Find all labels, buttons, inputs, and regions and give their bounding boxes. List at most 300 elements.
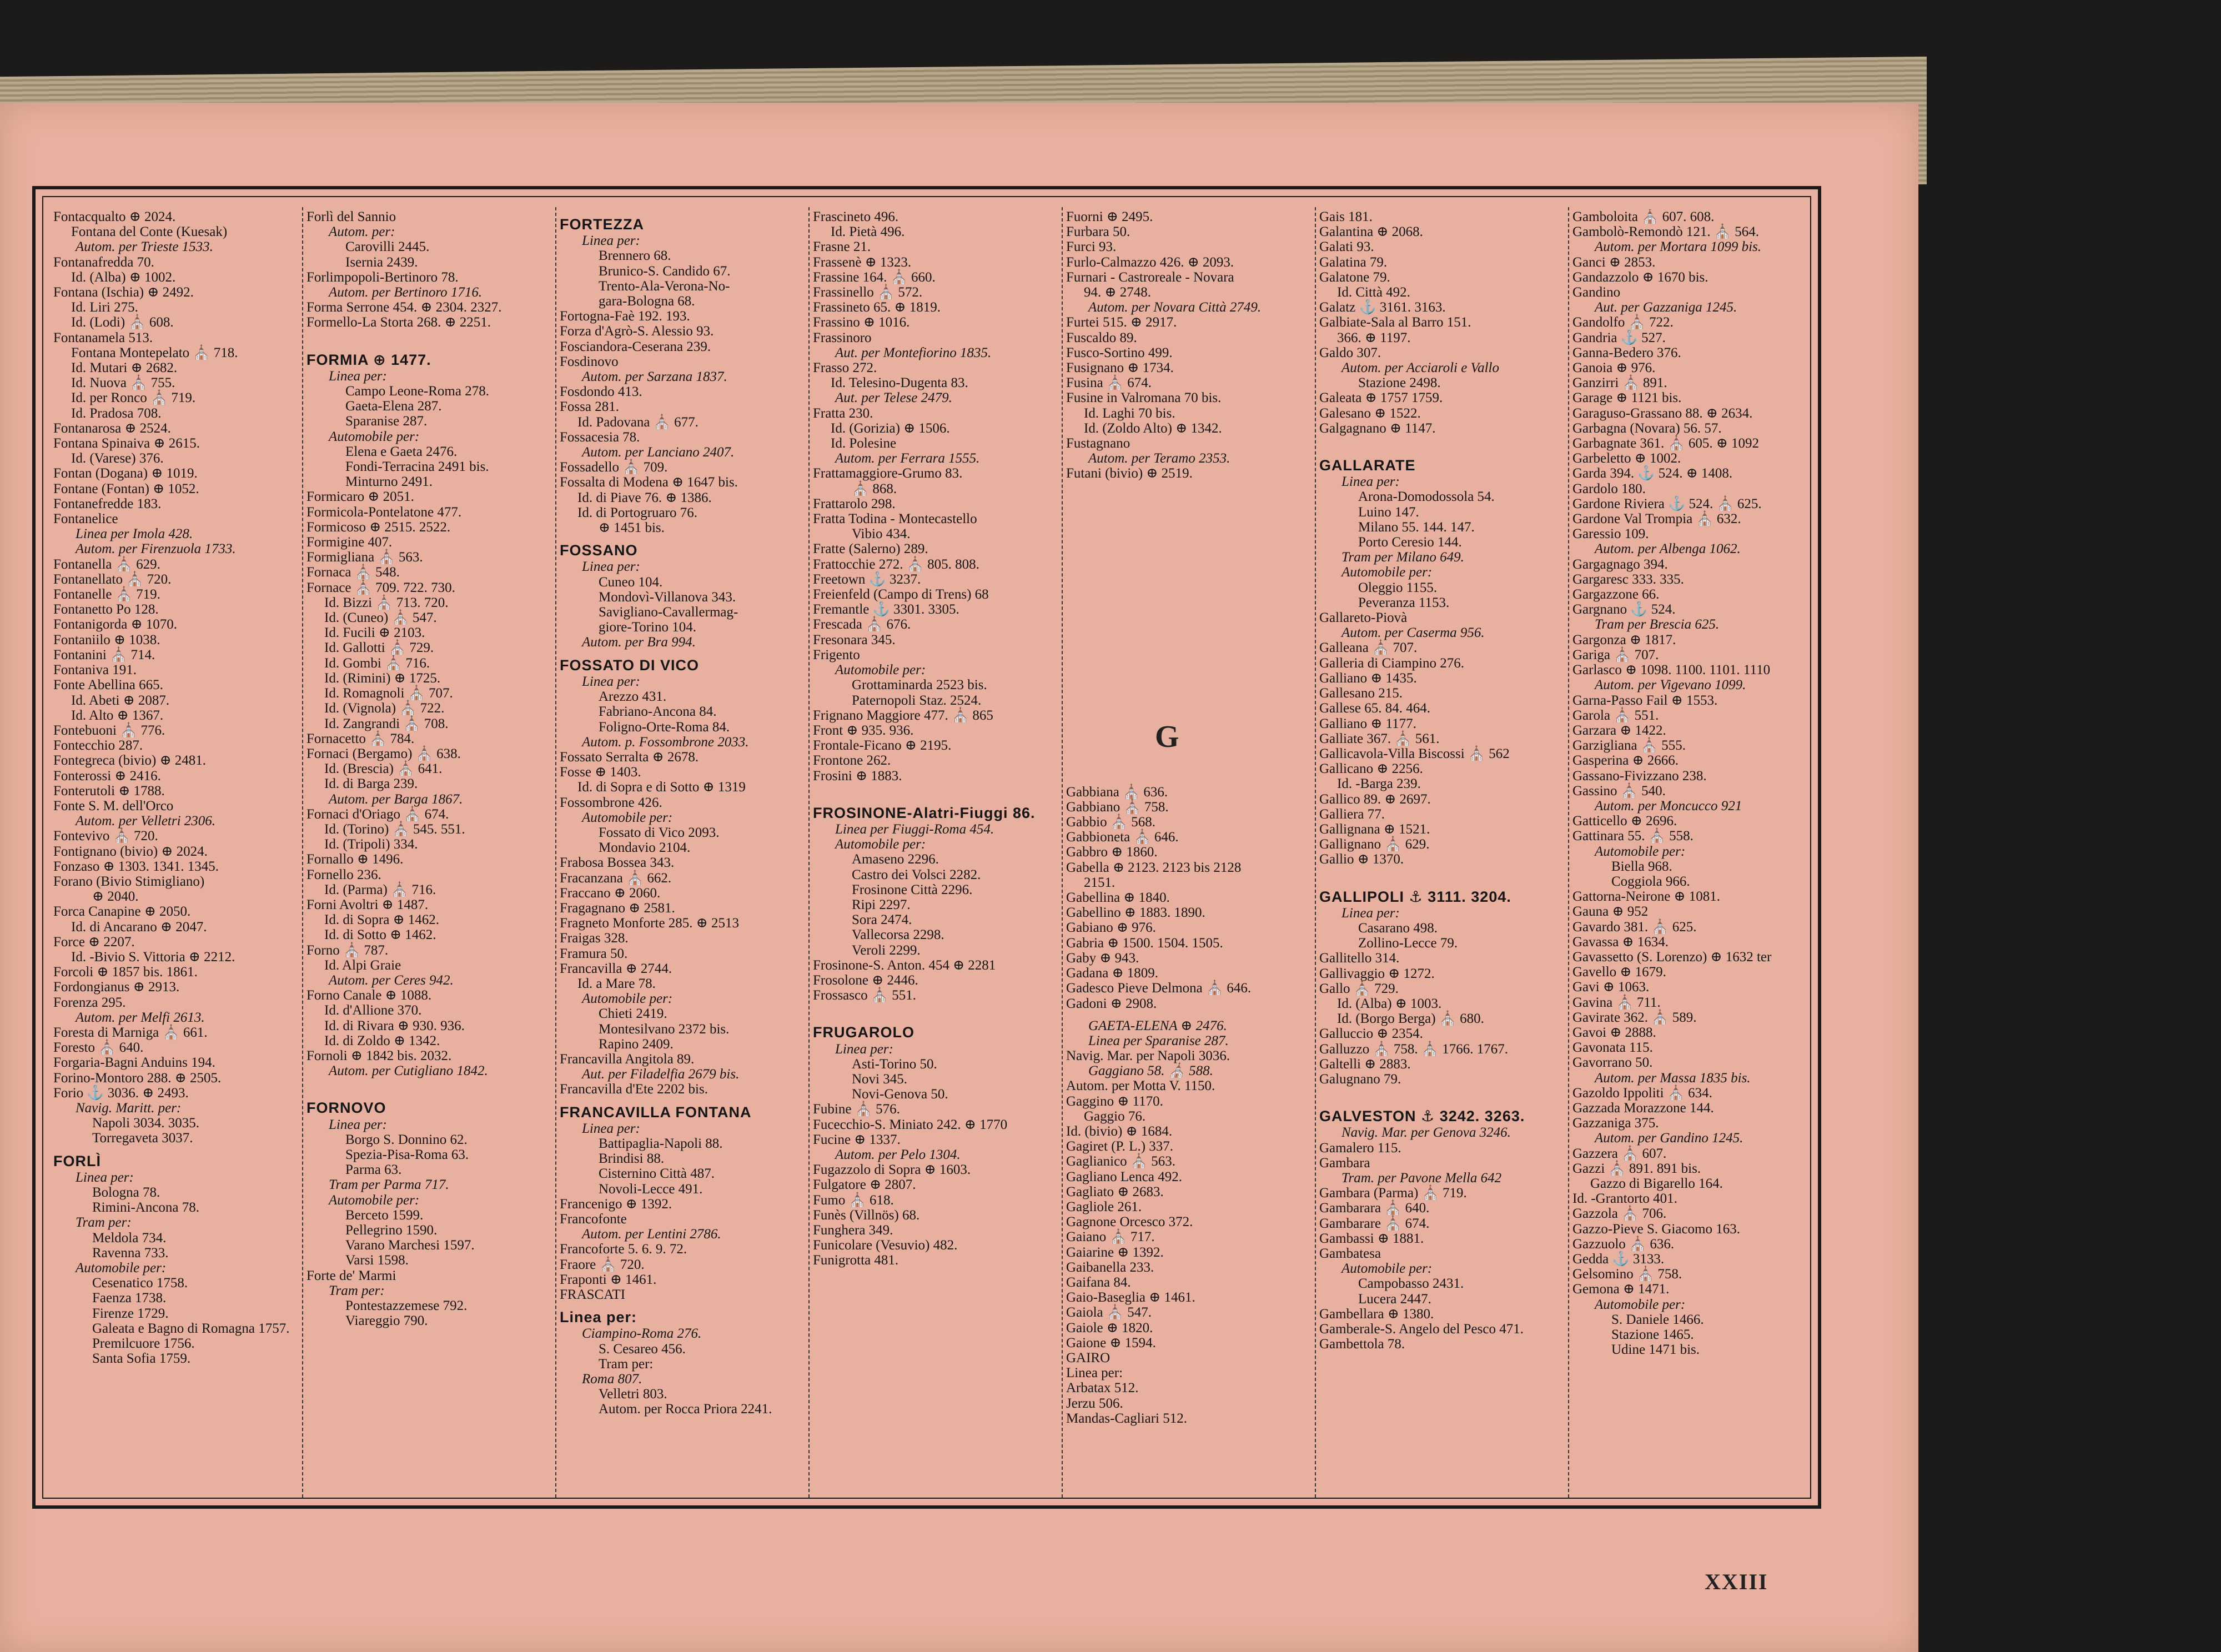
index-entry: Gagnone Orcesco 372. [1066,1214,1193,1230]
index-entry: Frosolone ⊕ 2446. [813,972,918,988]
index-entry: Fosse ⊕ 1403. [560,765,641,780]
index-entry: Francavilla Angitola 89. [560,1051,695,1067]
index-entry: Autom. per Teramo 2353. [1088,451,1230,466]
index-entry: Arona-Domodossola 54. [1358,489,1495,505]
index-entry: Autom. per Firenzuola 1733. [76,541,236,557]
index-entry: Fraccano ⊕ 2060. [560,885,661,901]
index-entry: Fontan (Dogana) ⊕ 1019. [53,466,198,481]
index-entry: Gaio-Baseglia ⊕ 1461. [1066,1290,1195,1305]
index-entry: Frigento [813,647,860,662]
index-entry: Foresta di Marniga ⛪ 661. [53,1025,208,1040]
index-entry: Brindisi 88. [599,1151,665,1167]
index-entry: Gargonza ⊕ 1817. [1572,632,1676,647]
index-entry: Montesilvano 2372 bis. [599,1021,730,1037]
index-entry: Gamalero 115. [1319,1140,1401,1156]
index-entry [1319,436,1564,450]
index-entry: Id. per Ronco ⛪ 719. [71,390,196,406]
index-entry: Novoli-Lecce 491. [599,1181,703,1197]
index-entry: Id. (Lodi) ⛪ 608. [71,315,174,330]
index-entry: Id. di Piave 76. ⊕ 1386. [577,490,712,505]
index-entry: Autom. per Vigevano 1099. [1595,677,1746,693]
index-entry: Funès (Villnös) 68. [813,1207,920,1223]
index-entry: Tram per Milano 649. [1341,550,1464,565]
index-entry: Automobile per: [329,429,420,444]
index-entry: Fontanamela 513. [53,330,153,345]
index-entry: Id. (Zoldo Alto) ⊕ 1342. [1084,420,1222,436]
index-entry: Campobasso 2431. [1358,1276,1464,1292]
index-entry: Fornallo ⊕ 1496. [306,852,404,867]
index-entry: Autom. per Bertinoro 1716. [329,285,483,300]
column-divider [1568,207,1569,1498]
index-entry: Funicolare (Vesuvio) 482. [813,1238,958,1253]
index-entry: Gavorrano 50. [1572,1055,1653,1071]
index-entry: Gambolò-Remondò 121. ⛪ 564. [1572,224,1759,240]
index-entry: Gabella ⊕ 2123. 2123 bis 2128 [1066,860,1242,875]
index-entry: Fontaniilo ⊕ 1038. [53,632,160,647]
index-entry: Bologna 78. [92,1185,160,1200]
index-column-4 [813,209,1057,1493]
index-entry: Fosdondo 413. [560,384,642,400]
index-entry: Gadesco Pieve Delmona ⛪ 646. [1066,981,1252,996]
index-entry: Autom. per Lentini 2786. [582,1227,721,1242]
index-entry: Linea per: [582,559,640,575]
index-entry: Autom. per: [329,224,395,240]
index-entry: Id. (Alba) ⊕ 1003. [1337,996,1442,1011]
index-entry: Firenze 1729. [92,1305,169,1321]
index-entry: Fornoli ⊕ 1842 bis. 2032. [306,1048,452,1063]
index-entry: Id. (Varese) 376. [71,451,164,466]
index-entry: Francenigo ⊕ 1392. [560,1196,672,1212]
index-entry: Ganzirri ⛪ 891. [1572,375,1667,391]
index-entry: Ripi 2297. [852,897,911,912]
index-entry: Gaggino ⊕ 1170. [1066,1093,1163,1109]
index-entry: Novi 345. [852,1071,907,1087]
index-entry: Milano 55. 144. 147. [1358,519,1475,535]
index-entry: Id. Padovana ⛪ 677. [577,414,699,430]
index-entry: Frosinone-S. Anton. 454 ⊕ 2281 [813,957,996,973]
index-entry: giore-Torino 104. [599,620,696,635]
index-entry: Garaguso-Grassano 88. ⊕ 2634. [1572,405,1753,421]
index-entry: Arezzo 431. [599,689,667,705]
index-entry: Gavassa ⊕ 1634. [1572,934,1669,950]
index-entry [306,330,551,345]
index-entry: Frontone 262. [813,753,891,769]
index-entry [1066,741,1310,756]
index-entry: Fossadello ⛪ 709. [560,460,668,475]
index-entry: Gargazzone 66. [1572,587,1660,602]
index-entry: Gaiola ⛪ 547. [1066,1305,1152,1320]
index-entry: Brunico-S. Candido 67. [599,263,731,279]
index-entry: Fonterossi ⊕ 2416. [53,768,161,784]
index-entry: Gadana ⊕ 1809. [1066,966,1159,981]
index-entry: Fonte Abellina 665. [53,677,163,693]
index-entry: Luino 147. [1358,504,1419,520]
index-entry [1066,640,1310,655]
index-entry: Futani (bivio) ⊕ 2519. [1066,466,1193,481]
index-entry: Gabellino ⊕ 1883. 1890. [1066,905,1205,921]
index-entry: Gargagnago 394. [1572,556,1668,572]
index-entry: Galatz ⚓ 3161. 3163. [1319,300,1446,315]
index-heading: FRUGAROLO [813,1024,914,1041]
index-entry: Navig. Mar. per Genova 3246. [1341,1125,1511,1141]
index-entry: Jerzu 506. [1066,1395,1123,1411]
index-entry: Navig. Maritt. per: [76,1100,182,1116]
index-entry: Ganna-Bedero 376. [1572,345,1681,360]
index-entry: Tram per Parma 717. [329,1177,449,1193]
index-entry: Id. a Mare 78. [577,976,656,991]
index-entry [813,1003,1057,1017]
index-entry: Fontanini ⛪ 714. [53,647,155,662]
index-entry: Francoforte 5. 6. 9. 72. [560,1242,687,1257]
index-entry: Automobile per: [76,1261,167,1276]
index-entry: Forcoli ⊕ 1857 bis. 1861. [53,965,198,980]
index-entry: Automobile per: [582,810,673,825]
index-entry: Gallese 65. 84. 464. [1319,701,1430,716]
index-entry: Autom. per Pelo 1304. [835,1147,961,1162]
index-entry: Galleria di Ciampino 276. [1319,655,1465,671]
index-entry: Ciampino-Roma 276. [582,1326,702,1342]
index-entry: Id. Gombi ⛪ 716. [324,655,430,671]
index-entry: Gabellina ⊕ 1840. [1066,890,1170,906]
index-entry: Navig. Mar. per Napoli 3036. [1066,1048,1230,1063]
index-entry: Minturno 2491. [345,474,433,490]
index-entry: Autom. per Acciaroli e Vallo [1341,360,1499,376]
index-entry: Gandino [1572,285,1621,300]
index-entry: Fusignano ⊕ 1734. [1066,360,1174,376]
index-entry: Frassino ⊕ 1016. [813,315,910,330]
index-entry: Galluzzo ⛪ 758. ⛪ 1766. 1767. [1319,1041,1508,1057]
index-entry: Fusco-Sortino 499. [1066,345,1173,360]
index-entry [1066,510,1310,525]
index-entry: Galbiate-Sala al Barro 151. [1319,315,1471,330]
index-entry: Grottaminarda 2523 bis. [852,677,987,693]
index-entry: Fontecchio 287. [53,738,143,754]
index-entry: Gatticello ⊕ 2696. [1572,814,1677,829]
index-entry: Autom. per Trieste 1533. [76,239,213,255]
index-entry [1319,867,1564,882]
index-entry: Fossato di Vico 2093. [599,825,720,840]
index-entry: Id. Zangrandi ⛪ 708. [324,716,449,731]
index-entry: Gagiret (P. L.) 337. [1066,1139,1174,1154]
index-entry: Fontane (Fontan) ⊕ 1052. [53,481,199,496]
index-entry: Linea per Sparanise 287. [1088,1033,1229,1048]
index-entry: Gallicano ⊕ 2256. [1319,761,1423,777]
index-entry [1319,1087,1564,1101]
index-entry: Galleana ⛪ 707. [1319,640,1418,656]
index-heading: FROSINONE-Alatri-Fiuggi 86. [813,804,1036,821]
index-entry: Frattarolo 298. [813,496,896,511]
index-heading: FORNOVO [306,1099,386,1117]
index-entry: Garbagna (Novara) 56. 57. [1572,420,1722,436]
index-entry: Galati 93. [1319,239,1374,255]
index-entry: Lucera 2447. [1358,1291,1431,1307]
index-entry: FRASCATI [560,1287,626,1303]
index-entry [1066,684,1310,698]
index-entry: Id. (Torino) ⛪ 545. 551. [324,821,465,837]
index-entry: Gandria ⚓ 527. [1572,330,1666,345]
index-entry: Aut. per Montefiorino 1835. [835,345,992,360]
index-entry: Fracanzana ⛪ 662. [560,870,672,886]
index-entry: Garzara ⊕ 1422. [1572,722,1666,738]
index-entry: Galdo 307. [1319,345,1381,360]
index-entry: Id. Nuova ⛪ 755. [71,375,175,391]
page-frame-inner [42,196,1811,1499]
index-entry: Tram per: [76,1215,132,1231]
index-entry: Forca Canapine ⊕ 2050. [53,904,191,920]
index-entry: Id. (Brescia) ⛪ 641. [324,761,443,777]
index-entry: Frosinone Città 2296. [852,882,973,897]
index-entry: Formicaro ⊕ 2051. [306,489,414,505]
index-entry: Id. (Parma) ⛪ 716. [324,882,436,897]
index-entry: Gaiarine ⊕ 1392. [1066,1244,1164,1260]
index-entry: Viareggio 790. [345,1313,428,1329]
index-entry: Furlo-Calmazzo 426. ⊕ 2093. [1066,254,1234,270]
column-divider [808,207,810,1498]
index-entry: Gabbioneta ⛪ 646. [1066,830,1179,845]
index-entry: Automobile per: [835,837,926,852]
index-entry: Torregaveta 3037. [92,1131,193,1146]
index-entry: Autom. per Ceres 942. [329,972,454,988]
index-entry: Id. d'Allione 370. [324,1003,422,1018]
index-entry: Gambatesa [1319,1246,1381,1261]
index-entry: Fontana del Conte (Kuesak) [71,224,228,240]
index-entry: Fraore ⛪ 720. [560,1257,645,1272]
index-entry: Fossombrone 426. [560,795,662,810]
index-heading: Linea per: [560,1309,637,1326]
index-entry: Automobile per: [329,1192,420,1208]
index-entry: Galeata ⊕ 1757 1759. [1319,390,1443,406]
index-entry: Foresto ⛪ 640. [53,1040,144,1056]
index-entry: Galliano ⊕ 1435. [1319,670,1417,686]
index-entry: Fornaci d'Oriago ⛪ 674. [306,806,449,822]
index-entry: Fontanella ⛪ 629. [53,556,160,572]
index-entry: Gaifana 84. [1066,1274,1131,1290]
index-entry: Gardolo 180. [1572,481,1646,496]
index-entry: Id. Laghi 70 bis. [1084,405,1175,421]
index-entry: Tram per: [599,1356,654,1372]
index-entry: Freetown ⚓ 3237. [813,571,921,587]
index-entry: ⛪ 868. [852,481,897,496]
index-entry: Id. (Tripoli) 334. [324,837,418,852]
index-entry: Autom. per Cutigliano 1842. [329,1063,488,1079]
index-entry: Fonzaso ⊕ 1303. 1341. 1345. [53,858,219,874]
index-entry: Foligno-Orte-Roma 84. [599,719,730,735]
index-entry: Gavoi ⊕ 2888. [1572,1025,1656,1040]
index-entry: Gagliole 261. [1066,1199,1142,1214]
index-entry: Galesano ⊕ 1522. [1319,405,1421,421]
index-entry: Fontana (Ischia) ⊕ 2492. [53,285,194,300]
index-entry: Gariga ⛪ 707. [1572,647,1659,662]
index-entry: Fontana Montepelato ⛪ 718. [71,345,238,360]
index-entry: Automobile per: [1341,1261,1433,1277]
index-entry: Id. Romagnoli ⛪ 707. [324,686,453,701]
index-entry: Force ⊕ 2207. [53,934,135,950]
index-entry: Gavardo 381. ⛪ 625. [1572,919,1697,935]
index-entry: Fratta 230. [813,405,873,421]
index-entry: Francavilla d'Ete 2202 bis. [560,1082,708,1097]
index-entry: Francavilla ⊕ 2744. [560,961,672,976]
index-entry: Id. Liri 275. [71,300,138,315]
index-entry: Cisternino Città 487. [599,1166,715,1182]
index-entry: Autom. per Motta V. 1150. [1066,1078,1215,1094]
index-entry: Udine 1471 bis. [1611,1342,1700,1358]
index-entry: ⊕ 1451 bis. [599,520,665,536]
index-heading: FORLÌ [53,1152,101,1169]
index-entry: Gagliato ⊕ 2683. [1066,1184,1164,1199]
index-entry: Autom. per Barga 1867. [329,791,463,807]
index-entry: Gambassi ⊕ 1881. [1319,1231,1424,1246]
index-entry: Id. -Bivio S. Vittoria ⊕ 2212. [71,949,235,965]
index-entry: Gallignana ⊕ 1521. [1319,821,1430,837]
index-entry: Forino-Montoro 288. ⊕ 2505. [53,1070,222,1086]
index-entry [1066,669,1310,684]
index-entry: Faenza 1738. [92,1291,167,1306]
index-entry: Gelsomino ⛪ 758. [1572,1267,1682,1282]
index-entry: Autom. per Lanciano 2407. [582,445,735,460]
index-entry: Gardone Riviera ⚓ 524. ⛪ 625. [1572,496,1762,511]
index-entry: Fontanellato ⛪ 720. [53,571,172,587]
index-entry: Freienfeld (Campo di Trens) 68 [813,587,989,602]
index-entry [1066,496,1310,510]
index-entry: Gais 181. [1319,209,1373,224]
index-entry: Forgaria-Bagni Anduins 194. [53,1055,215,1071]
index-entry: Frescada ⛪ 676. [813,617,911,632]
index-entry: S. Daniele 1466. [1611,1312,1704,1327]
index-entry: Fornello 236. [306,867,381,882]
index-entry [1066,583,1310,597]
index-entry: Fornaci (Bergamo) ⛪ 638. [306,746,461,761]
index-entry: Zollino-Lecce 79. [1358,936,1458,951]
index-entry: Fontignano (bivio) ⊕ 2024. [53,843,208,859]
index-entry [1066,611,1310,626]
index-heading: GALLARATE [1319,457,1416,474]
index-entry: Galatina 79. [1319,254,1388,270]
index-entry: Gaglianico ⛪ 563. [1066,1154,1176,1169]
index-entry: Fugazzolo di Sopra ⊕ 1603. [813,1162,971,1178]
index-entry: Gabiano ⊕ 976. [1066,920,1156,936]
index-entry: Berceto 1599. [345,1207,424,1223]
index-entry: Fragneto Monforte 285. ⊕ 2513 [560,916,739,931]
index-entry: Gallignano ⛪ 629. [1319,837,1430,852]
index-entry: Galantina ⊕ 2068. [1319,224,1423,240]
index-entry: Forlì del Sannio [306,209,396,224]
index-entry: Fontegreca (bivio) ⊕ 2481. [53,753,207,769]
index-entry: Frassenè ⊕ 1323. [813,254,912,270]
index-entry [1066,756,1310,770]
index-entry: Id. di Sotto ⊕ 1462. [324,927,436,943]
index-entry: Fontanelice [53,511,118,527]
index-entry: Tram. per Pavone Mella 642 [1341,1170,1502,1186]
index-entry: Gabbiano ⛪ 758. [1066,799,1169,815]
index-entry: Gambellara ⊕ 1380. [1319,1306,1434,1322]
index-entry: Id. Pradosa 708. [71,405,162,421]
index-column-6 [1319,209,1564,1493]
index-entry: Gavello ⊕ 1679. [1572,965,1666,980]
index-entry: GAIRO [1066,1350,1110,1365]
index-heading: FOSSATO DI VICO [560,656,700,674]
index-entry: Gabria ⊕ 1500. 1504. 1505. [1066,935,1223,951]
index-entry: Gallareto-Piovà [1319,610,1408,626]
index-entry: Frabosa Bossea 343. [560,855,675,871]
index-entry: Id. (bivio) ⊕ 1684. [1066,1123,1173,1139]
index-heading: FORMIA ⊕ 1477. [306,351,431,368]
index-entry: Brennero 68. [599,248,671,264]
index-column-2 [306,209,551,1493]
index-entry: Garage ⊕ 1121 bis. [1572,390,1682,406]
index-entry: Gazzo di Bigarello 164. [1590,1176,1723,1191]
index-entry: Autom. per Caserma 956. [1341,625,1485,641]
index-entry: Id. Polesine [831,436,897,451]
index-entry: Forte de' Marmi [306,1268,396,1283]
index-entry: Fornace ⛪ 709. 722. 730. [306,580,455,595]
index-entry: Gaione ⊕ 1594. [1066,1335,1156,1350]
index-entry: Gabbro ⊕ 1860. [1066,845,1158,860]
index-entry: Galeata e Bagno di Romagna 1757. [92,1320,290,1336]
column-divider [555,207,556,1498]
index-column-5 [1066,209,1310,1493]
index-entry: Autom. per Novara Città 2749. [1088,300,1262,315]
index-entry: Forio ⚓ 3036. ⊕ 2493. [53,1085,189,1101]
index-entry [1066,539,1310,554]
index-entry: Parma 63. [345,1162,402,1178]
index-entry: Autom. per Moncucco 921 [1595,798,1742,814]
index-entry: Oleggio 1155. [1358,580,1438,595]
index-entry: Forma Serrone 454. ⊕ 2304. 2327. [306,300,502,315]
index-entry: Gavassetto (S. Lorenzo) ⊕ 1632 ter [1572,949,1772,965]
index-entry: Forenza 295. [53,995,126,1010]
index-entry: Frignano Maggiore 477. ⛪ 865 [813,707,993,723]
index-entry: Id. (Cuneo) ⛪ 547. [324,610,437,626]
index-entry: Francofonte [560,1212,627,1227]
index-entry: Gaby ⊕ 943. [1066,950,1139,966]
index-entry: Front ⊕ 935. 936. [813,722,914,738]
index-entry: 366. ⊕ 1197. [1337,330,1411,345]
index-entry [813,784,1057,798]
index-entry: Garlasco ⊕ 1098. 1100. 1101. 1110 [1572,662,1771,678]
index-entry: Fossalta di Modena ⊕ 1647 bis. [560,475,738,490]
index-entry: Gazzola ⛪ 706. [1572,1206,1667,1222]
index-entry: Gazzuolo ⛪ 636. [1572,1236,1675,1252]
index-entry: Fontacqualto ⊕ 2024. [53,209,176,224]
index-entry [1066,568,1310,583]
index-entry: Gambara (Parma) ⛪ 719. [1319,1186,1467,1201]
index-entry: Ganci ⊕ 2853. [1572,254,1656,270]
index-entry: Autom. per Massa 1835 bis. [1595,1070,1751,1086]
index-entry: Id. di Sopra ⊕ 1462. [324,912,440,928]
index-entry: Gamboloita ⛪ 607. 608. [1572,209,1715,224]
index-entry: Formicola-Pontelatone 477. [306,504,462,520]
index-entry: Fontanelle ⛪ 719. [53,587,160,602]
index-entry: Id. -Grantorto 401. [1572,1191,1677,1207]
index-entry: Autom. per Velletri 2306. [76,814,216,829]
index-entry: Linea per: [582,674,640,689]
index-entry: Gavina ⛪ 711. [1572,995,1661,1010]
index-entry: Fustagnano [1066,436,1130,451]
index-entry: Ravenna 733. [92,1245,169,1261]
index-entry: Premilcuore 1756. [92,1336,195,1352]
index-entry: Id. Alpi Graie [324,957,401,973]
index-entry: gara-Bologna 68. [599,294,695,309]
index-entry: Fondi-Terracina 2491 bis. [345,459,489,475]
index-entry: Gargnano ⚓ 524. [1572,602,1676,617]
index-entry: S. Cesareo 456. [599,1341,686,1357]
index-entry: Gavonata 115. [1572,1040,1653,1056]
index-entry: Fornaca ⛪ 548. [306,565,400,580]
index-entry: Gazzaniga 375. [1572,1116,1659,1131]
index-entry: Fratta Todina - Montecastello [813,511,977,527]
index-entry: Velletri 803. [599,1387,667,1402]
index-entry: Fossato Serralta ⊕ 2678. [560,749,699,765]
